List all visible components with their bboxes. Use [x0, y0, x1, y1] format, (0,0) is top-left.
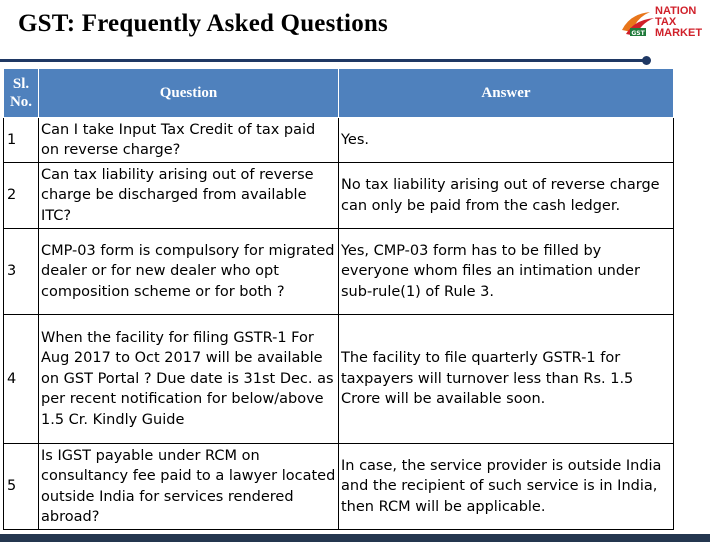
row-question: Is IGST payable under RCM on consultancy fee paid to a lawyer located outside India for services rendered abroad? [39, 444, 339, 530]
table-row [4, 163, 674, 229]
table-row [4, 315, 674, 444]
row-sl: 3 [4, 229, 39, 315]
row-answer: Yes, CMP-03 form has to be filled by everyone whom files an intimation under sub-rule(1) of Rule 3. [339, 229, 674, 315]
nation-tax-market-logo [620, 6, 710, 42]
footer-bar [0, 534, 710, 542]
row-answer: No tax liability arising out of reverse charge can only be paid from the cash ledger. [339, 163, 674, 229]
row-question: CMP-03 form is compulsory for migrated dealer or for new dealer who opt composition scheme or for both ? [39, 229, 339, 315]
row-question: Can I take Input Tax Credit of tax paid on reverse charge? [39, 118, 339, 163]
row-sl: 2 [4, 163, 39, 229]
table-row [4, 444, 674, 530]
header-question: Question [39, 69, 339, 118]
row-sl: 5 [4, 444, 39, 530]
faq-table [3, 68, 674, 530]
row-sl: 4 [4, 315, 39, 444]
row-answer: In case, the service provider is outside India and the recipient of such service is in India, then RCM will be applicable. [339, 444, 674, 530]
page-title: GST: Frequently Asked Questions [18, 10, 388, 37]
logo-line-2: TAX [655, 16, 677, 28]
row-answer: Yes. [339, 118, 674, 163]
header-sl-no: Sl. No. [4, 69, 39, 118]
table-row [4, 118, 674, 163]
logo-badge: GST [631, 30, 645, 37]
title-divider-dot [642, 56, 651, 65]
row-sl: 1 [4, 118, 39, 163]
title-divider [0, 59, 648, 62]
logo-line-3: MARKET [655, 27, 703, 39]
logo-line-1: NATION [655, 5, 697, 17]
row-question: When the facility for filing GSTR-1 For Aug 2017 to Oct 2017 will be available on GST Portal ? Due date is 31st Dec. as per recent notification for below/above 1.5 Cr. Kindly Guide [39, 315, 339, 444]
row-answer: The facility to file quarterly GSTR-1 for taxpayers will turnover less than Rs. 1.5 Crore will be available soon. [339, 315, 674, 444]
logo-swoosh-icon [620, 8, 656, 40]
header-answer: Answer [339, 69, 674, 118]
table-header-row [4, 69, 674, 118]
table-row [4, 229, 674, 315]
row-question: Can tax liability arising out of reverse charge be discharged from available ITC? [39, 163, 339, 229]
